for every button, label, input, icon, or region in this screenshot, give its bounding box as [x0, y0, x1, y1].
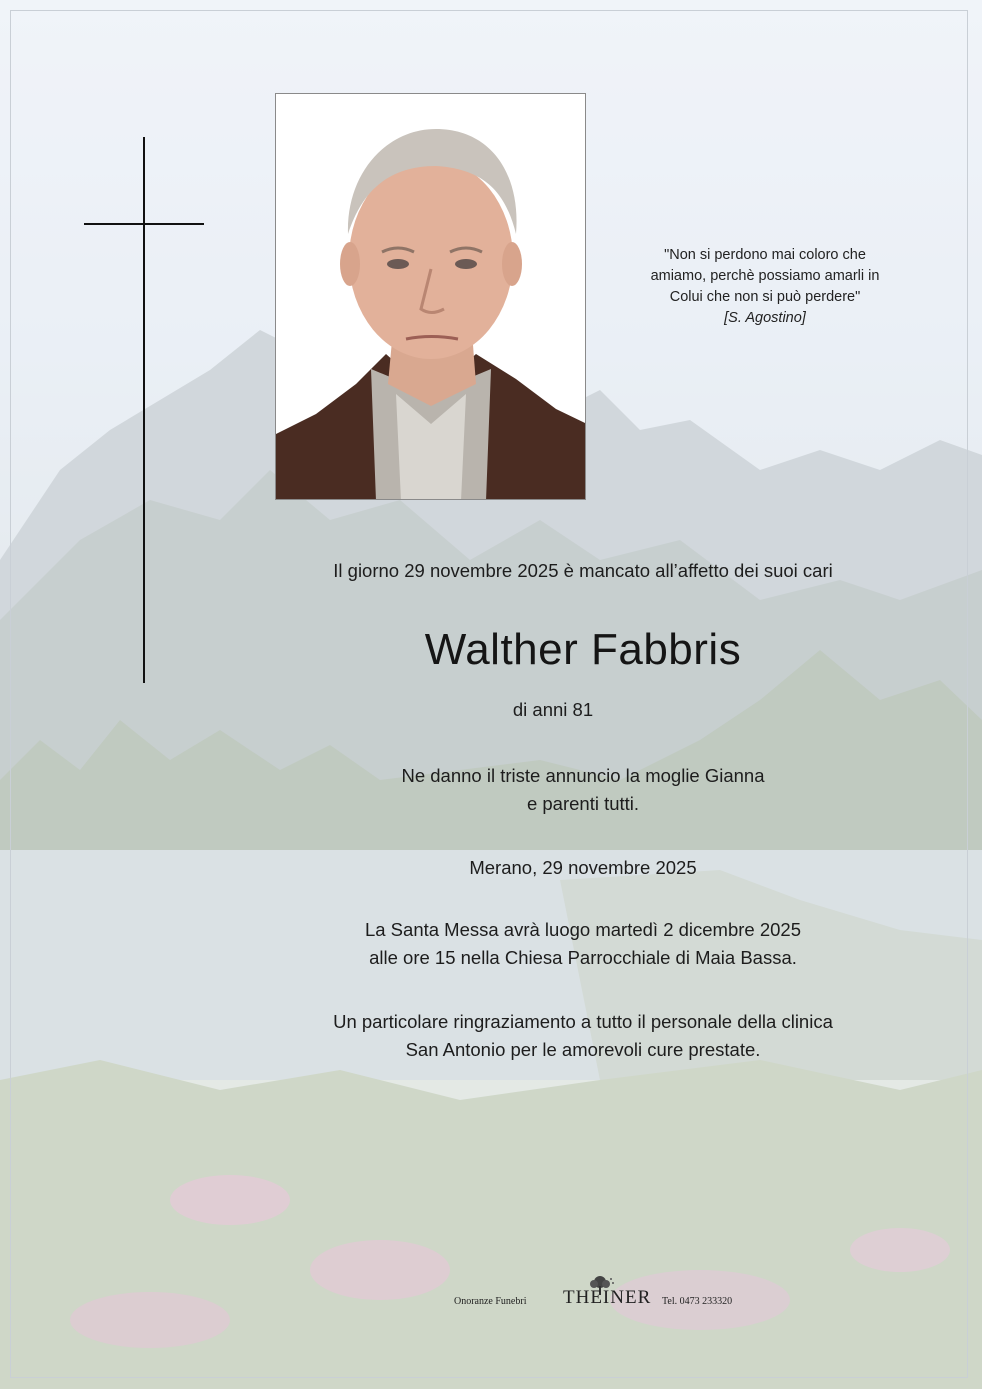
thanks-text	[200, 1008, 966, 1064]
age-text: di anni 81	[512, 699, 594, 720]
announcement-text	[200, 762, 966, 818]
mass-line: La Santa Messa avrà luogo martedì 2 dicembre 2025	[364, 919, 802, 940]
quote-line: Colui che non si può perdere"	[669, 289, 861, 305]
footer-prefix: Onoranze Funebri	[454, 1296, 527, 1307]
thanks-line: Un particolare ringraziamento a tutto il personale della clinica	[333, 1011, 833, 1032]
announcement-line: e parenti tutti.	[526, 793, 640, 814]
quote-block	[600, 245, 930, 329]
intro-text: Il giorno 29 novembre 2025 è mancato all’affetto dei suoi cari	[333, 560, 833, 581]
quote-author: [S. Agostino]	[724, 310, 806, 326]
portrait-illustration	[276, 94, 586, 500]
thanks-line: San Antonio per le amorevoli cure prestate.	[405, 1039, 761, 1060]
funeral-home-footer	[440, 1284, 780, 1314]
quote-line: amiamo, perchè possiamo amarli in	[650, 268, 880, 284]
cross-bar	[84, 223, 204, 225]
funeral-home-logo-text: THEINER	[563, 1287, 652, 1308]
deceased-name: Walther Fabbris	[424, 625, 742, 674]
place-date: Merano, 29 novembre 2025	[469, 857, 697, 878]
mass-line: alle ore 15 nella Chiesa Parrocchiale di Maia Bassa.	[369, 947, 797, 968]
announcement-line: Ne danno il triste annuncio la moglie Gianna	[401, 765, 765, 786]
mass-info	[200, 916, 966, 972]
cross-icon	[143, 137, 145, 683]
quote-line: "Non si perdono mai coloro che	[664, 247, 866, 263]
portrait-photo	[275, 93, 586, 500]
footer-phone: Tel. 0473 233320	[662, 1296, 733, 1307]
